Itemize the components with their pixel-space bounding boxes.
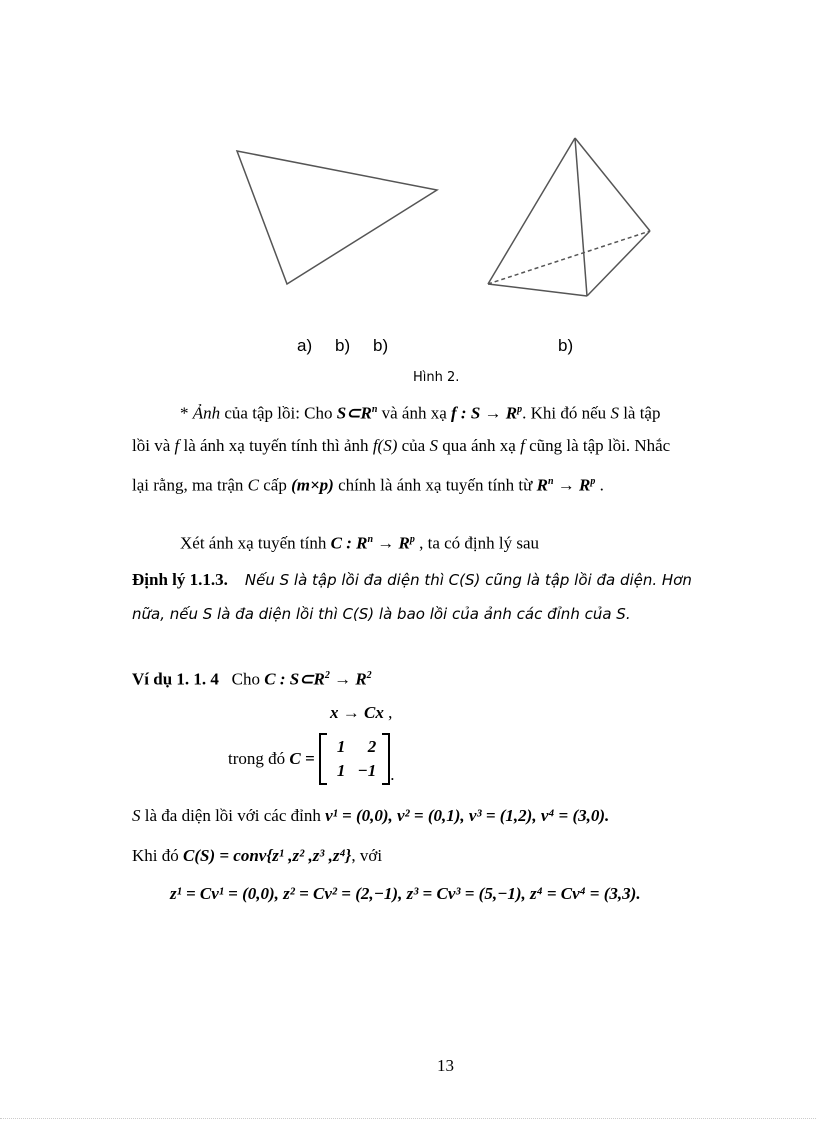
figure-label-b2: b) bbox=[373, 336, 389, 355]
figure-caption: Hình 2. bbox=[413, 370, 460, 385]
matrix-c: 1 2 1 −1 bbox=[319, 733, 390, 785]
theorem-title: Định lý 1.1.3. bbox=[132, 570, 228, 589]
para1-line3: lại rằng, ma trận C cấp (m×p) chính là ánh xạ tuyến tính từ $R^n \to R^p$ . bbox=[132, 475, 604, 495]
example-title: Ví dụ 1. 1. 4 bbox=[132, 669, 219, 689]
triangle-shape bbox=[237, 151, 437, 284]
figure-diagram bbox=[0, 0, 816, 330]
para1-line2: lồi và f là ánh xạ tuyến tính thì ảnh f(S) của S qua ánh xạ f cũng là tập lồi. Nhắc bbox=[132, 436, 671, 455]
example-vertices: S là đa diện lồi với các đỉnh v¹ = (0,0), v² = (0,1), v³ = (1,2), v⁴ = (3,0). bbox=[132, 806, 610, 825]
figure-label-b1: b) bbox=[335, 336, 351, 355]
theorem-line1: Định lý 1.1.3. Nếu S là tập lồi đa diện thì C(S) cũng là tập lồi đa diện. Hơn bbox=[132, 570, 692, 589]
example-images: z¹ = Cv¹ = (0,0), z² = Cv² = (2,−1), z³ = Cv³ = (5,−1), z⁴ = Cv⁴ = (3,3). bbox=[170, 884, 641, 903]
theorem-line2: nữa, nếu S là đa diện lồi thì C(S) là bao lồi của ảnh các đỉnh của S. bbox=[132, 605, 631, 623]
page-footer-rule bbox=[0, 1118, 816, 1119]
para1-line1: * Ảnh của tập lồi: Cho $S\subset R^n$ và ánh xạ f : $S \to R^p$. Khi đó nếu S là tập bbox=[180, 403, 661, 423]
figure-label-a: a) bbox=[297, 336, 313, 355]
example-conv: Khi đó C(S) = conv{z¹ ,z² ,z³ ,z⁴}, với bbox=[132, 846, 383, 865]
example-matrix-line: trong đó C = 1 2 1 −1 . bbox=[228, 733, 394, 785]
page-number: 13 bbox=[437, 1056, 454, 1075]
example-map: x → Cx , bbox=[330, 703, 393, 722]
para2-line: Xét ánh xạ tuyến tính C : $R^n \to R^p$ , ta có định lý sau bbox=[180, 533, 540, 553]
figure-label-b3: b) bbox=[558, 336, 574, 355]
example-line1: Ví dụ 1. 1. 4 Cho C : $S\subset R^2 \to R^2$ bbox=[132, 669, 372, 689]
tetrahedron-shape bbox=[488, 138, 650, 296]
